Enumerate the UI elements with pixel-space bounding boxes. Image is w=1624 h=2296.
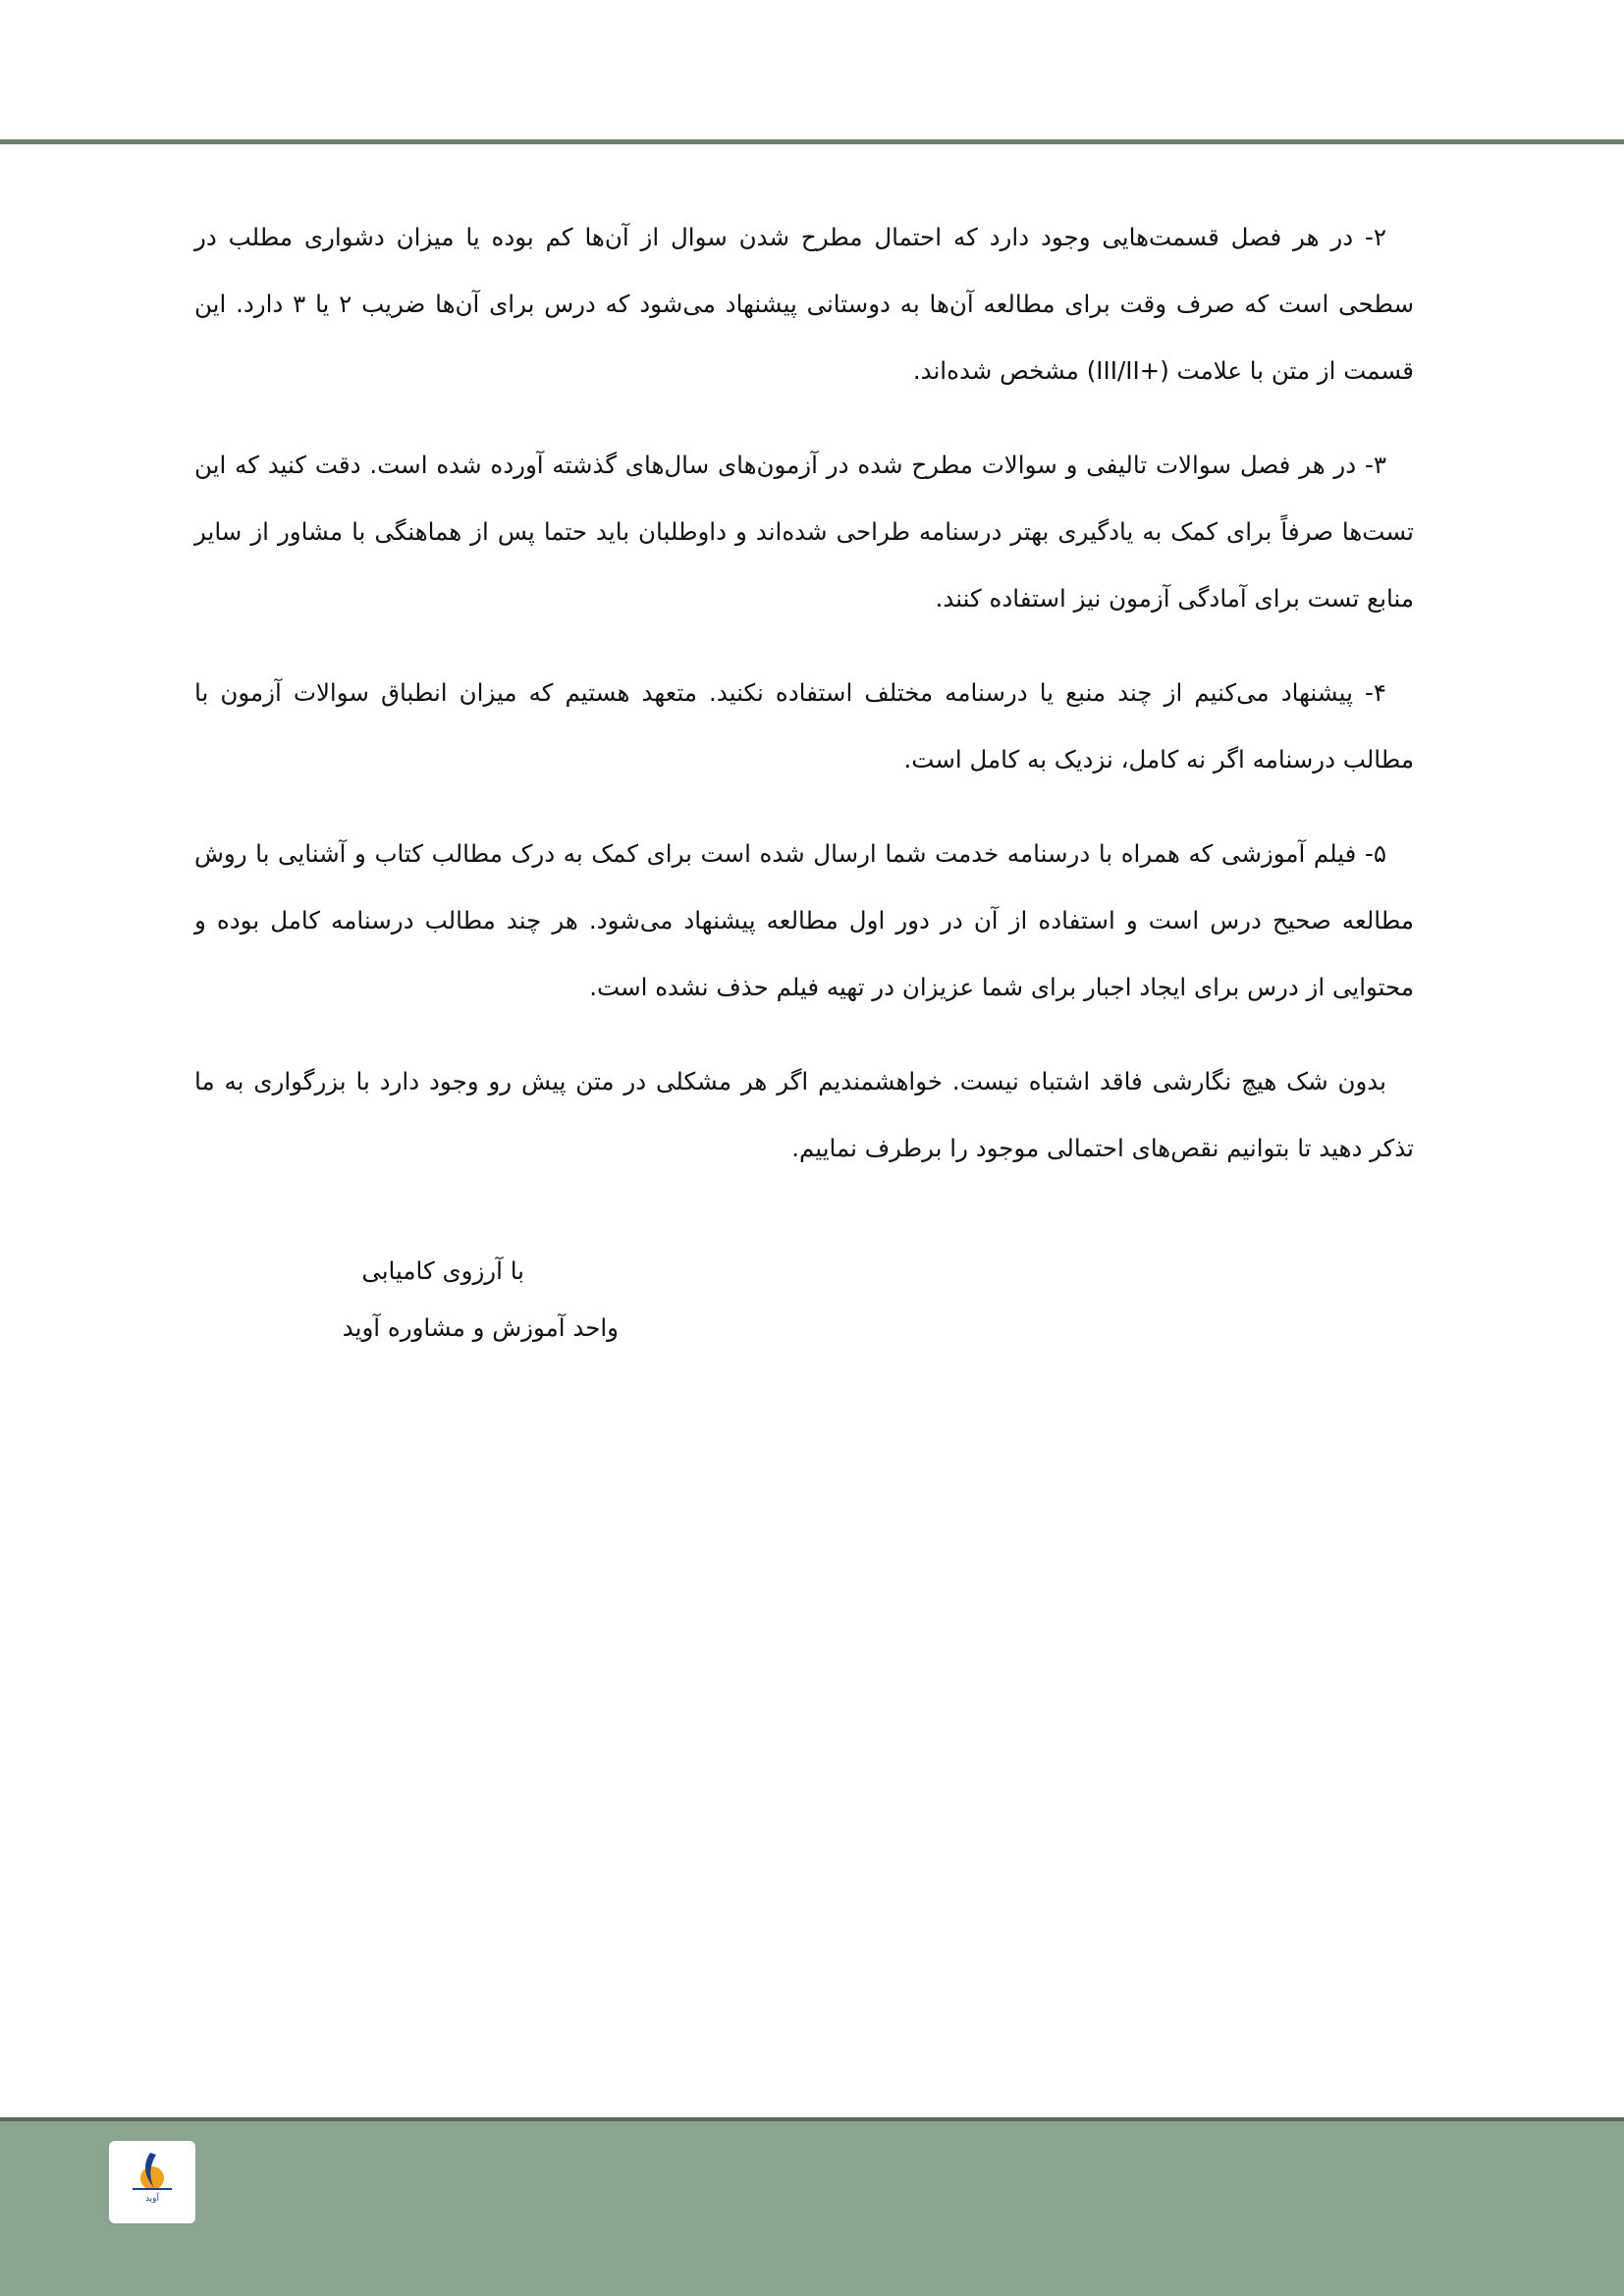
paragraph-4: ۴- پیشنهاد می‌کنیم از چند منبع یا درسنامه مختلف استفاده نکنید. متعهد هستیم که میزان انطباق سوالات آزمون با مطالب درسنامه اگر نه کامل، نزدیک به کامل است. [194, 678, 1414, 774]
header-divider [0, 139, 1624, 144]
logo [109, 2141, 195, 2223]
paragraph-2: ۲- در هر فصل قسمت‌هایی وجود دارد که احتمال مطرح شدن سوال از آن‌ها کم بوده یا میزان دشواری مطلب در سطحی است که صرف وقت برای مطالعه آن‌ها به دوستانی پیشنهاد می‌شود که درس برای آن‌ها ضریب ۲ یا ۳ دارد. این قسمت از متن با علامت (+III/II) مشخص شده‌اند. [194, 223, 1414, 385]
signature-greeting: با آرزوی کامیابی [361, 1256, 524, 1285]
signature-organization: واحد آموزش و مشاوره آوید [342, 1313, 619, 1342]
document-body [194, 204, 1414, 1209]
logo-name: آوید [144, 2194, 160, 2204]
paragraph-3: ۳- در هر فصل سوالات تالیفی و سوالات مطرح شده در آزمون‌های سال‌های گذشته آورده شده است. دقت کنید که این تست‌ها صرفاً برای کمک به یادگیری بهتر درسنامه طراحی شده‌اند و داوطلبان باید حتما پس از هماهنگی با مشاور از سایر منابع تست برای آمادگی آزمون نیز استفاده کنند. [194, 451, 1414, 613]
paragraph-5: ۵- فیلم آموزشی که همراه با درسنامه خدمت شما ارسال شده است برای کمک به درک مطالب کتاب و آشنایی با روش مطالعه صحیح درس است و استفاده از آن در دور اول مطالعه پیشنهاد می‌شود. هر چند مطالب درسنامه کامل بوده و محتوایی از درس برای ایجاد اجبار برای شما عزیزان در تهیه فیلم حذف نشده است. [194, 839, 1414, 1001]
closing-paragraph: بدون شک هیچ نگارشی فاقد اشتباه نیست. خواهشمندیم اگر هر مشکلی در متن پیش رو وجود دارد با بزرگواری به ما تذکر دهید تا بتوانیم نقص‌های احتمالی موجود را برطرف نماییم. [194, 1067, 1414, 1162]
page-footer [0, 2117, 1624, 2296]
aavid-logo-icon [121, 2149, 184, 2194]
